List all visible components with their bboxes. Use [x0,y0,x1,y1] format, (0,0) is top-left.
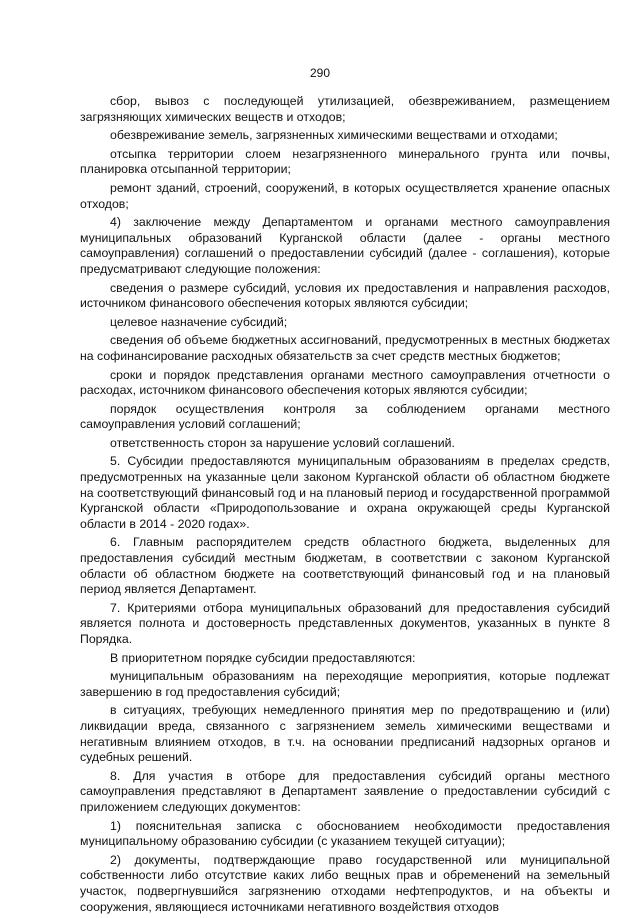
page-number: 290 [309,66,331,80]
paragraph: целевое назначение субсидий; [110,314,288,329]
document-body [80,94,610,918]
paragraph: ответственность сторон за нарушение условий соглашений. [110,435,455,450]
paragraph: порядок осуществления контроля за соблюдением органами местного самоуправления условий соглашений; [80,401,610,432]
paragraph: 4) заключение между Департаментом и органами местного самоуправления муниципальных образований Курганской области (далее - органы местного самоуправления) соглашений о предоставлении субсидий (далее - соглашения), которые предусматривают следующие положения: [80,215,610,276]
paragraph: В приоритетном порядке субсидии предоставляются: [110,650,416,665]
paragraph: сведения о размере субсидий, условия их предоставления и направления расходов, источником финансового обеспечения которых являются субсидии; [80,280,610,311]
paragraph: обезвреживание земель, загрязненных химическими веществами и отходами; [110,128,558,143]
paragraph: отсыпка территории слоем незагрязненного минерального грунта или почвы, планировка отсыпанной территории; [80,146,610,177]
paragraph: муниципальным образованиям на переходящие мероприятия, которые подлежат завершению в год предоставления субсидий; [80,669,610,699]
paragraph: 1) пояснительная записка с обоснованием необходимости предоставления муниципальному образованию субсидии (с указанием текущей ситуации); [80,818,610,849]
paragraph: ремонт зданий, строений, сооружений, в которых осуществляется хранение опасных отходов; [80,180,610,211]
paragraph: 8. Для участия в отборе для предоставления субсидий органы местного самоуправления представляют в Департамент заявление о предоставлении субсидий с приложением следующих документов: [80,768,610,814]
paragraph: 2) документы, подтверждающие право государственной или муниципальной собственности либо отсутствие каких либо вещных прав и обременений на земельный участок, подвергнувшийся загрязнению отходами нефтепродуктов, и на объекты и сооружения, являющиеся источниками негативного воздействия отходов [80,852,610,914]
paragraph: в ситуациях, требующих немедленного принятия мер по предотвращению и (или) ликвидации вреда, связанного с загрязнением земель химическими веществами и негативным влиянием отходов, в т.ч. на основании предписаний надзорных органов и судебных решений. [80,703,610,765]
paragraph: 7. Критериями отбора муниципальных образований для предоставления субсидий является полнота и достоверность представленных документов, указанных в пункте 8 Порядка. [80,600,610,646]
paragraph: сбор, вывоз с последующей утилизацией, обезвреживанием, размещением загрязняющих химических веществ и отходов; [80,94,610,124]
paragraph: 6. Главным распорядителем средств областного бюджета, выделенных для предоставления субсидий местным бюджетам, в соответствии с законом Курганской области об областном бюджете на соответствующий финансовый год и на плановый период является Департамент. [80,535,610,597]
paragraph: сроки и порядок представления органами местного самоуправления отчетности о расходах, источником финансового обеспечения которых являются субсидии; [80,367,610,398]
paragraph: сведения об объеме бюджетных ассигнований, предусмотренных в местных бюджетах на софинансирование расходных обязательств за счет средств местных бюджетов; [80,333,610,363]
paragraph: 5. Субсидии предоставляются муниципальным образованиям в пределах средств, предусмотренных на указанные цели законом Курганской области об областном бюджете на соответствующий финансовый год и на плановый период и государственной программой Курганской области «Природопользование и охрана окружающей среды Курганской области в 2014 - 2020 годах». [80,454,610,531]
